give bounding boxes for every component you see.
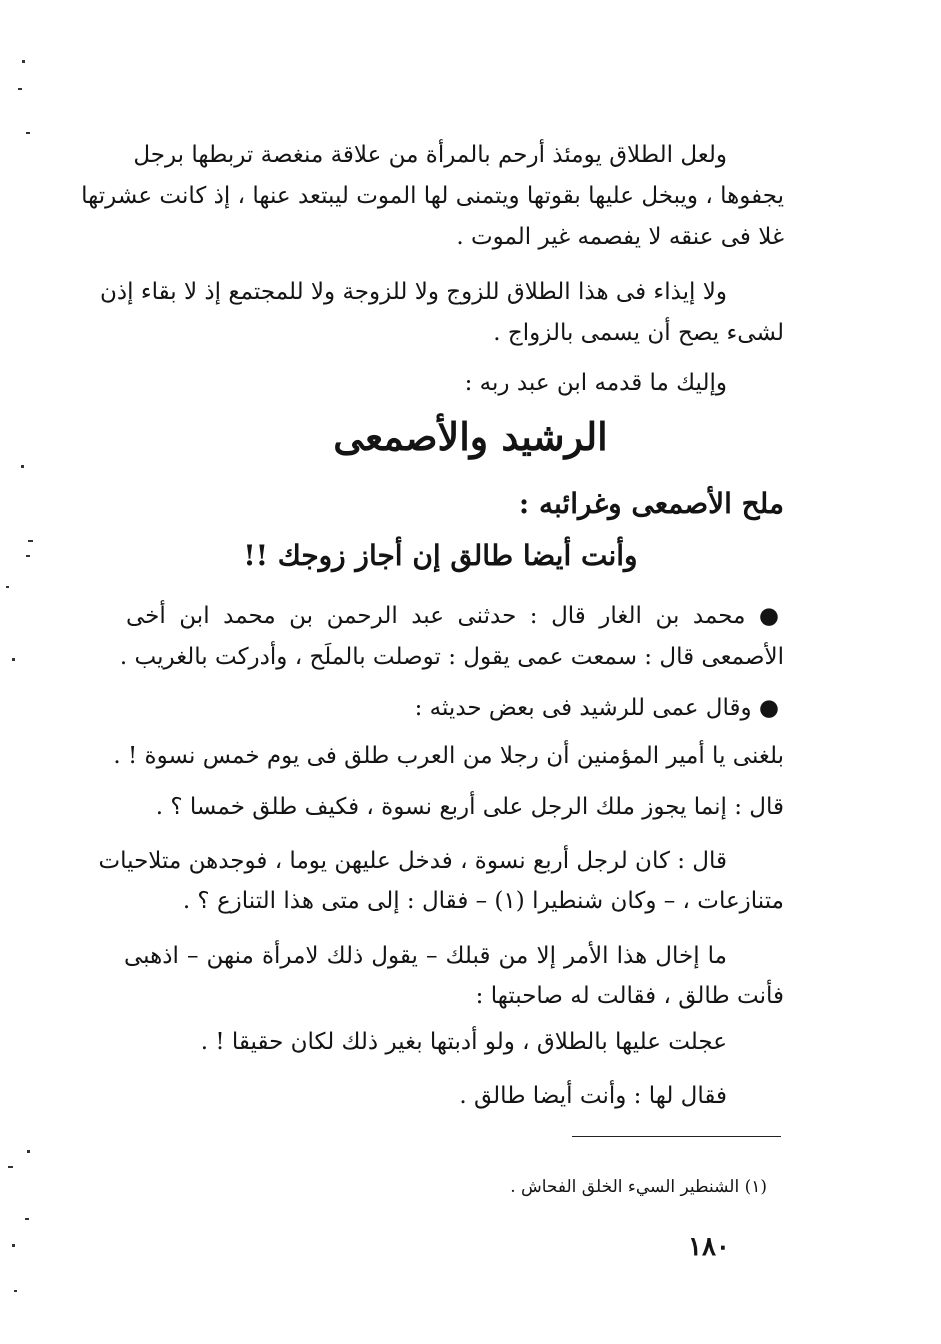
scan-speck xyxy=(12,658,15,661)
scan-speck xyxy=(18,88,22,90)
scan-speck xyxy=(8,1166,13,1168)
scan-speck xyxy=(12,1244,15,1247)
text-line: ولعل الطلاق يومئذ أرحم بالمرأة من علاقة منغصة تربطها برجل xyxy=(133,142,727,168)
text-line: ● محمد بن الغار قال : حدثنى عبد الرحمن بن محمد ابن أخى xyxy=(126,603,779,629)
scan-speck xyxy=(21,465,24,468)
scan-speck xyxy=(27,1150,30,1153)
text-line: قال : كان لرجل أربع نسوة ، فدخل عليهن يوما ، فوجدهن متلاحيات xyxy=(98,848,727,874)
subheading: وأنت أيضا طالق إن أجاز زوجك !! xyxy=(243,539,638,572)
text-line: ولا إيذاء فى هذا الطلاق للزوج ولا للزوجة ولا للمجتمع إذ لا بقاء إذن xyxy=(100,279,727,305)
text-line: يجفوها ، ويبخل عليها بقوتها ويتمنى لها الموت ليبتعد عنها ، إذ كانت عشرتها xyxy=(81,183,784,209)
text-line: متنازعات ، – وكان شنطيرا (١) – فقال : إلى متى هذا التنازع ؟ . xyxy=(182,888,784,914)
text-line: الأصمعى قال : سمعت عمى يقول : توصلت بالملَح ، وأدركت بالغريب . xyxy=(119,644,784,670)
scan-speck xyxy=(26,555,30,557)
page-title: الرشيد والأصمعى xyxy=(333,414,608,459)
text-line: بلغنى يا أمير المؤمنين أن رجلا من العرب طلق فى يوم خمس نسوة ! . xyxy=(113,743,784,769)
footnote-rule xyxy=(572,1136,781,1137)
section-heading: ملح الأصمعى وغرائبه : xyxy=(518,487,784,520)
footnote: (١) الشنطير السيء الخلق الفحاش . xyxy=(510,1177,767,1197)
scan-speck xyxy=(26,132,30,134)
text-line: قال : إنما يجوز ملك الرجل على أربع نسوة ، فكيف طلق خمسا ؟ . xyxy=(155,794,784,820)
text-line: فأنت طالق ، فقالت له صاحبتها : xyxy=(475,983,784,1009)
text-line: ما إخال هذا الأمر إلا من قبلك – يقول ذلك لامرأة منهن – اذهبى xyxy=(124,943,727,969)
scan-speck xyxy=(14,1290,17,1292)
scan-speck xyxy=(28,540,33,542)
text-line: وإليك ما قدمه ابن عبد ربه : xyxy=(464,370,727,396)
text-line: ● وقال عمى للرشيد فى بعض حديثه : xyxy=(414,695,779,721)
page-number: ١٨٠ xyxy=(688,1232,730,1262)
scan-speck xyxy=(6,586,9,588)
text-line: فقال لها : وأنت أيضا طالق . xyxy=(459,1083,727,1109)
scan-speck xyxy=(22,60,25,63)
text-line: عجلت عليها بالطلاق ، ولو أدبتها بغير ذلك لكان حقيقا ! . xyxy=(200,1029,727,1055)
text-line: غلا فى عنقه لا يفصمه غير الموت . xyxy=(456,224,784,250)
scan-speck xyxy=(25,1218,29,1220)
text-line: لشىء يصح أن يسمى بالزواج . xyxy=(493,320,784,346)
